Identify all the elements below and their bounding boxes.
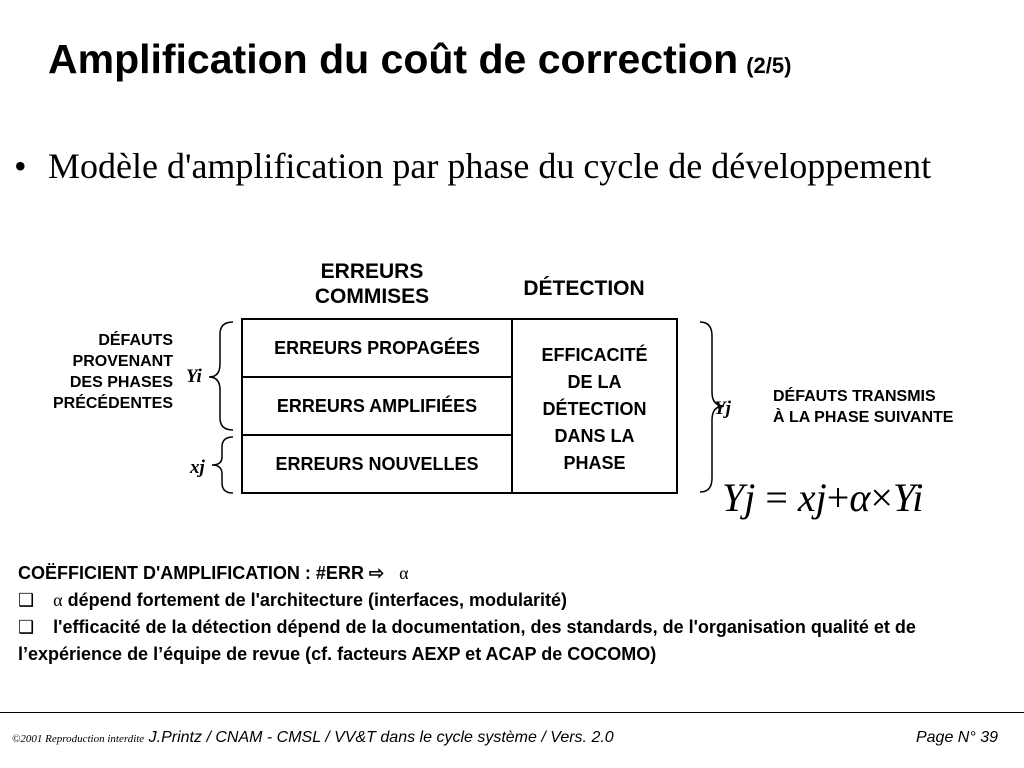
checkbox-bullet-icon: ❑: [18, 617, 35, 637]
formula-equals: =: [765, 475, 788, 520]
footer-course: J.Printz / CNAM - CMSL / VV&T dans le cycle système / Vers. 2.0: [148, 729, 614, 746]
yi-label: Yi: [186, 366, 202, 387]
note-item: [18, 587, 1008, 614]
slide-title-main: Amplification du coût de correction: [48, 36, 739, 82]
phase-diagram: [241, 318, 678, 494]
alpha-symbol: α: [53, 590, 63, 610]
note-text: dépend fortement de l'architecture (interfaces, modularité): [67, 590, 567, 610]
coefficient-text: COËFFICIENT D'AMPLIFICATION : #ERR: [18, 563, 364, 583]
formula-yi: Yi: [892, 475, 924, 520]
note-item: [18, 614, 1008, 668]
slide-title-part: (2/5): [746, 53, 792, 78]
brace-yi: [209, 322, 233, 430]
page-number: Page N° 39: [915, 729, 998, 746]
detection-efficiency-box: [513, 320, 676, 492]
label-line: DÉFAUTS TRANSMIS: [773, 388, 936, 405]
detection-line: PHASE: [563, 453, 626, 473]
label-line: DES PHASES: [69, 374, 173, 391]
formula-yj: Yj: [722, 475, 756, 520]
label-line: À LA PHASE SUIVANTE: [773, 409, 954, 426]
header-errors-line: ERREURS: [320, 260, 424, 283]
label-line: PROVENANT: [72, 353, 173, 370]
footer-left: [12, 729, 614, 747]
formula-alpha: α: [849, 475, 871, 520]
alpha-symbol: α: [399, 563, 409, 583]
brace-xj: [212, 437, 233, 493]
arrow-icon: ⇨: [368, 563, 385, 583]
footer-copyright: ©2001 Reproduction interdite: [12, 733, 145, 745]
xj-label: xj: [190, 457, 205, 478]
header-detection: DÉTECTION: [523, 277, 645, 300]
detection-line: DÉTECTION: [542, 399, 647, 419]
checkbox-bullet-icon: ❑: [18, 590, 35, 610]
yj-label: Yj: [714, 398, 731, 419]
errors-column: [243, 320, 513, 492]
bullet-text: Modèle d'amplification par phase du cycle de développement: [48, 146, 932, 186]
row-propagated-errors: ERREURS PROPAGÉES: [243, 320, 511, 378]
label-transmitted-defects: [773, 386, 1013, 428]
row-amplified-errors: ERREURS AMPLIFIÉES: [243, 378, 511, 436]
footer-divider: [0, 712, 1024, 713]
header-errors-line: COMMISES: [314, 285, 430, 308]
detection-line: DANS LA: [554, 426, 635, 446]
formula-times: ×: [870, 475, 893, 520]
amplification-notes: [18, 560, 1008, 668]
detection-line: DE LA: [567, 372, 622, 392]
row-new-errors: ERREURS NOUVELLES: [275, 453, 479, 474]
detection-line: EFFICACITÉ: [541, 345, 648, 365]
label-line: PRÉCÉDENTES: [52, 395, 173, 412]
formula-plus: +: [826, 475, 850, 520]
bullet-dot: •: [14, 146, 27, 186]
coefficient-line: [18, 560, 1008, 587]
amplification-formula: [722, 474, 923, 521]
note-text: l'efficacité de la détection dépend de la documentation, des standards, de l'organisation qualité et de l’expérience de l’équipe de revue (cf. facteurs AEXP et ACAP de COCOMO): [18, 617, 916, 664]
label-line: DÉFAUTS: [98, 332, 173, 349]
formula-xj: xj: [797, 475, 827, 520]
